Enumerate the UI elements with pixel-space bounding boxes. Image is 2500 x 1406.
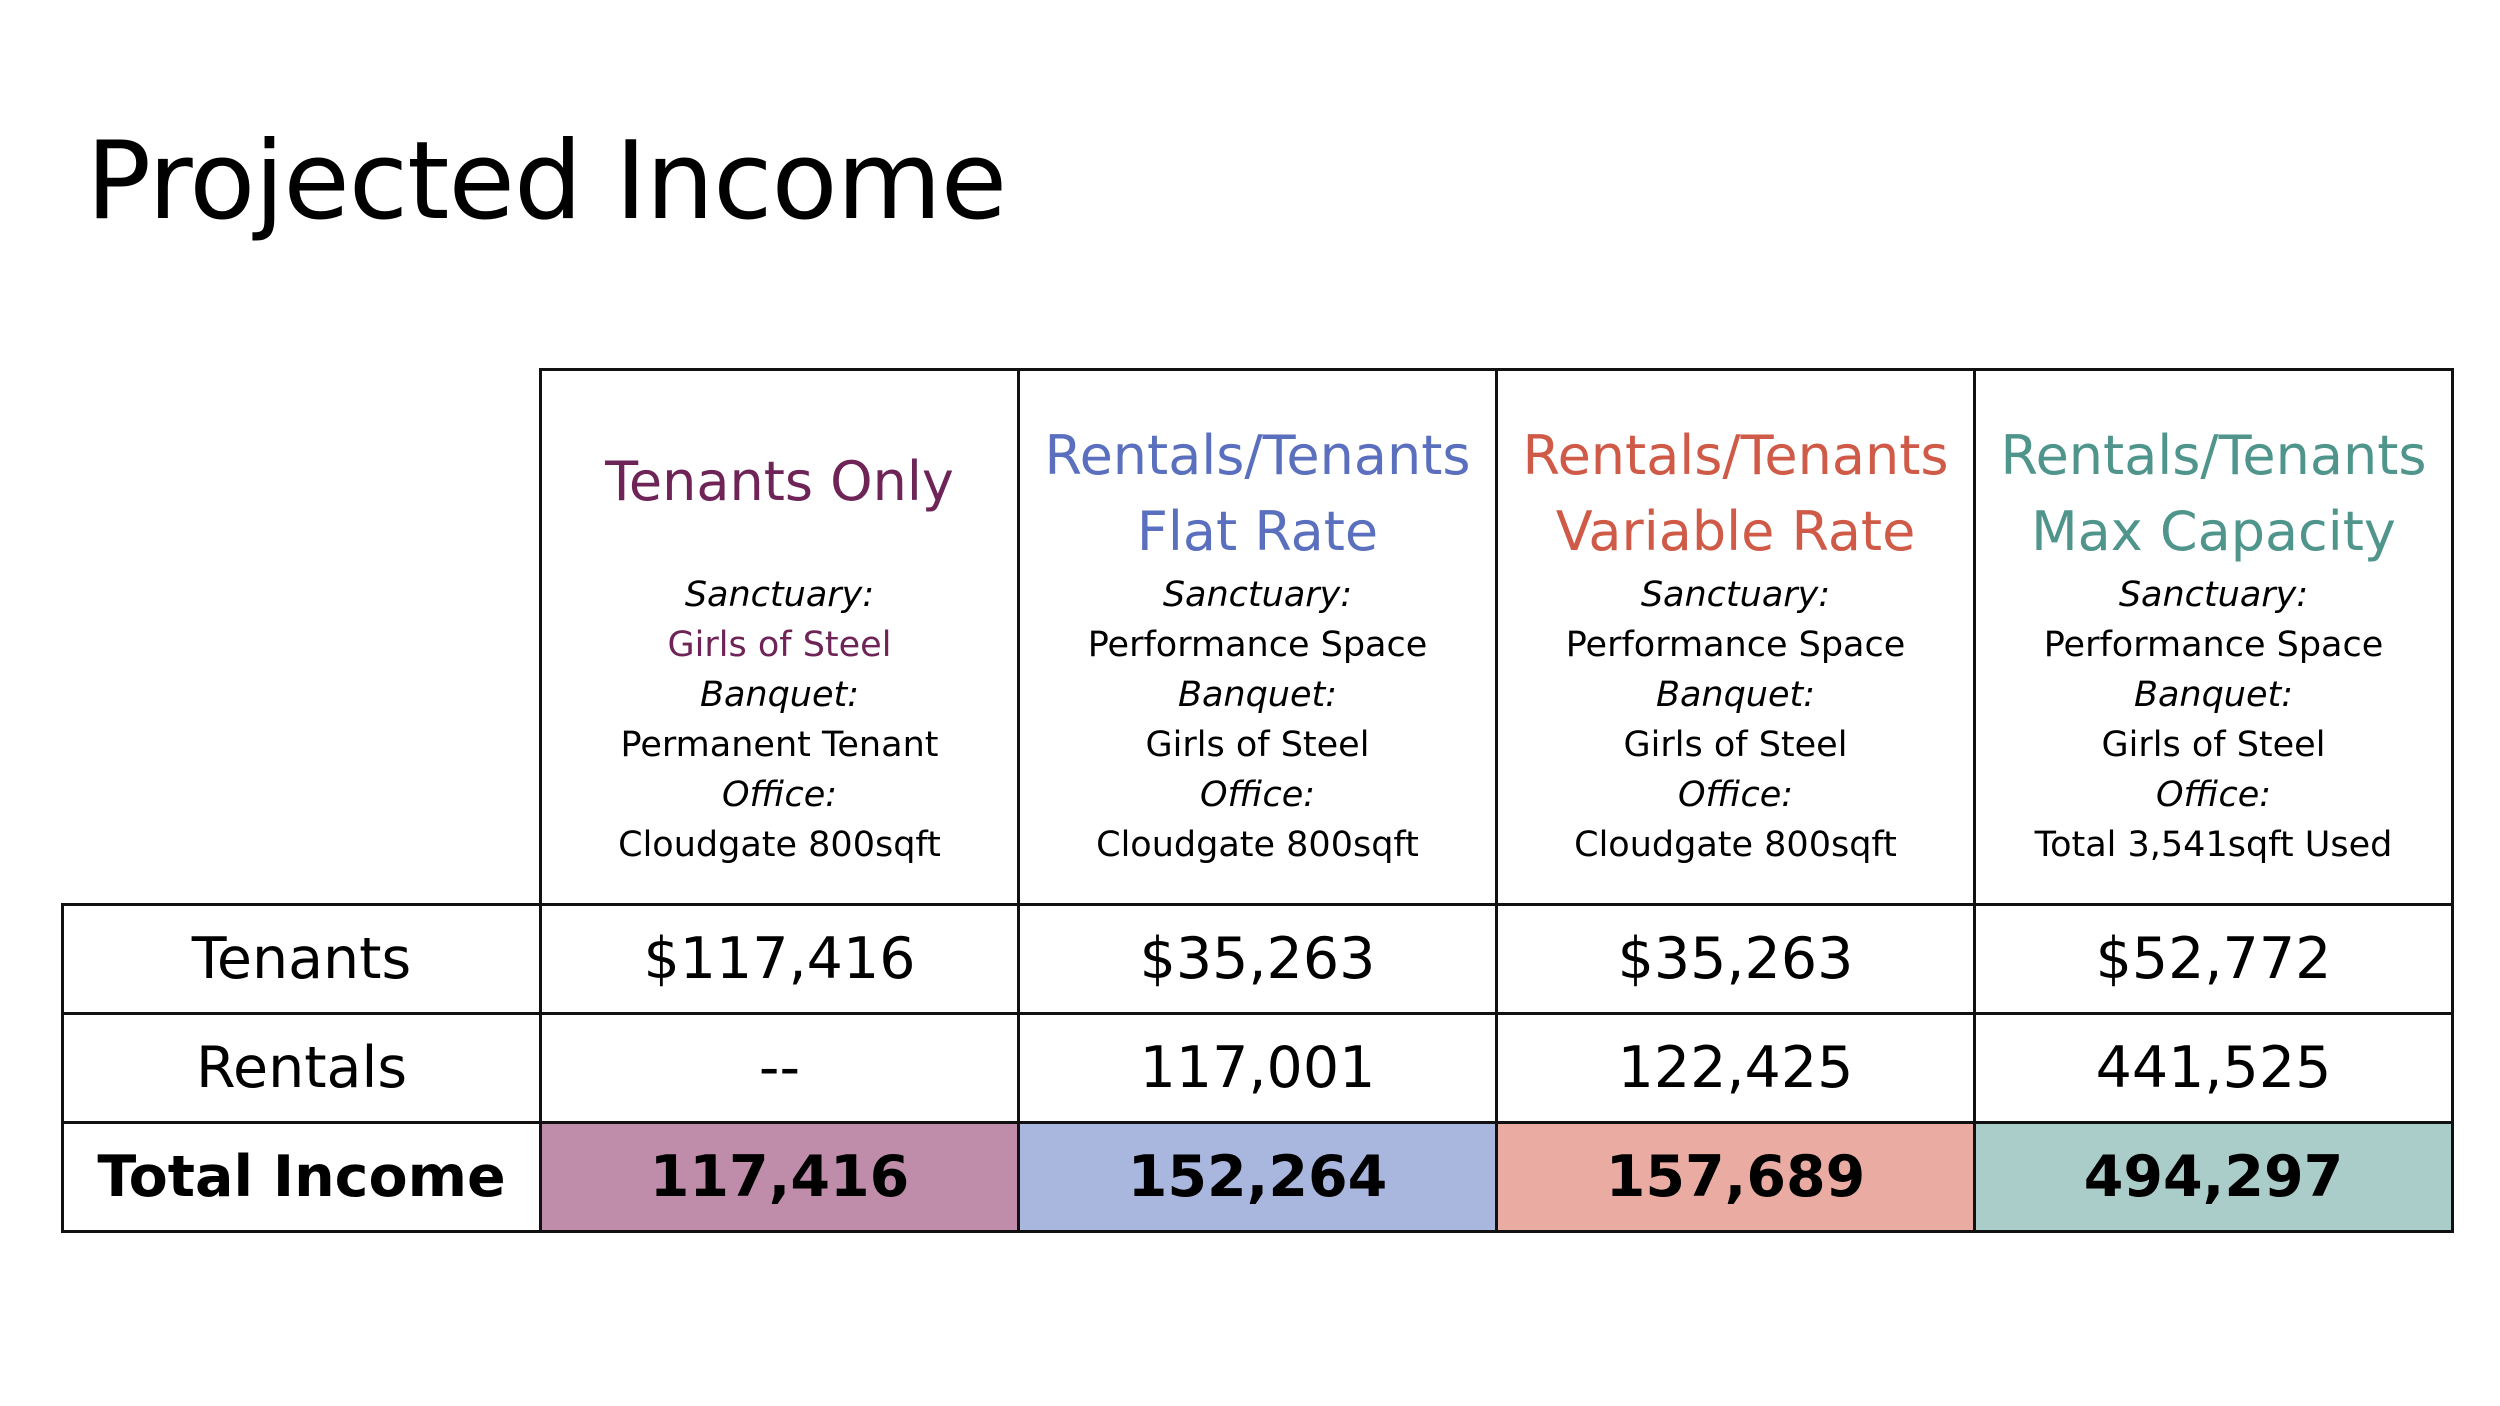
banquet-label: Banquet: xyxy=(2133,675,2294,715)
table-cell: $117,416 xyxy=(541,905,1019,1014)
office-value: Total 3,541sqft Used xyxy=(2034,825,2393,865)
table-cell: 122,425 xyxy=(1497,1014,1975,1123)
office-value: Cloudgate 800sqft xyxy=(1574,825,1897,865)
corner-cell xyxy=(63,370,541,905)
row-label: Tenants xyxy=(63,905,541,1014)
column-title xyxy=(1020,404,1495,570)
table-cell: $35,263 xyxy=(1019,905,1497,1014)
sanctuary-label: Sanctuary: xyxy=(1162,575,1353,615)
office-label: Office: xyxy=(721,775,838,815)
column-header-flat-rate xyxy=(1019,370,1497,905)
table-cell: -- xyxy=(541,1014,1019,1123)
page-title: Projected Income xyxy=(86,119,1007,244)
office-value: Cloudgate 800sqft xyxy=(1096,825,1419,865)
office-label: Office: xyxy=(1199,775,1316,815)
banquet-value: Girls of Steel xyxy=(1623,725,1848,765)
table-cell: 441,525 xyxy=(1975,1014,2453,1123)
sanctuary-label: Sanctuary: xyxy=(684,575,875,615)
column-title-line: Rentals/Tenants xyxy=(1522,424,1949,487)
banquet-value: Girls of Steel xyxy=(2101,725,2326,765)
column-title-line: Max Capacity xyxy=(2031,500,2396,563)
sanctuary-label: Sanctuary: xyxy=(2118,575,2309,615)
row-label: Rentals xyxy=(63,1014,541,1123)
header-row xyxy=(63,370,2453,905)
banquet-value: Permanent Tenant xyxy=(620,725,939,765)
total-income-row xyxy=(63,1123,2453,1232)
column-title-line: Variable Rate xyxy=(1555,500,1916,563)
column-title xyxy=(1976,404,2451,570)
total-cell: 494,297 xyxy=(1975,1123,2453,1232)
banquet-label: Banquet: xyxy=(1655,675,1816,715)
column-title-line: Rentals/Tenants xyxy=(1044,424,1471,487)
column-header-max-capacity xyxy=(1975,370,2453,905)
column-header-variable-rate xyxy=(1497,370,1975,905)
office-value: Cloudgate 800sqft xyxy=(618,825,941,865)
sanctuary-value: Girls of Steel xyxy=(667,625,892,665)
column-title: Tenants Only xyxy=(605,450,954,513)
rentals-row xyxy=(63,1014,2453,1123)
tenants-row xyxy=(63,905,2453,1014)
banquet-value: Girls of Steel xyxy=(1145,725,1370,765)
sanctuary-value: Performance Space xyxy=(1087,625,1428,665)
table-cell: $52,772 xyxy=(1975,905,2453,1014)
column-header-tenants-only xyxy=(541,370,1019,905)
office-label: Office: xyxy=(2155,775,2272,815)
column-title-line: Flat Rate xyxy=(1136,500,1379,563)
sanctuary-value: Performance Space xyxy=(1565,625,1906,665)
total-cell: 117,416 xyxy=(541,1123,1019,1232)
total-cell: 157,689 xyxy=(1497,1123,1975,1232)
table-cell: $35,263 xyxy=(1497,905,1975,1014)
office-label: Office: xyxy=(1677,775,1794,815)
column-title xyxy=(1498,404,1973,570)
total-cell: 152,264 xyxy=(1019,1123,1497,1232)
sanctuary-value: Performance Space xyxy=(2043,625,2384,665)
column-title-line: Rentals/Tenants xyxy=(2000,424,2427,487)
table-cell: 117,001 xyxy=(1019,1014,1497,1123)
sanctuary-label: Sanctuary: xyxy=(1640,575,1831,615)
banquet-label: Banquet: xyxy=(699,675,860,715)
row-label: Total Income xyxy=(63,1123,541,1232)
income-table xyxy=(61,368,2454,1233)
banquet-label: Banquet: xyxy=(1177,675,1338,715)
